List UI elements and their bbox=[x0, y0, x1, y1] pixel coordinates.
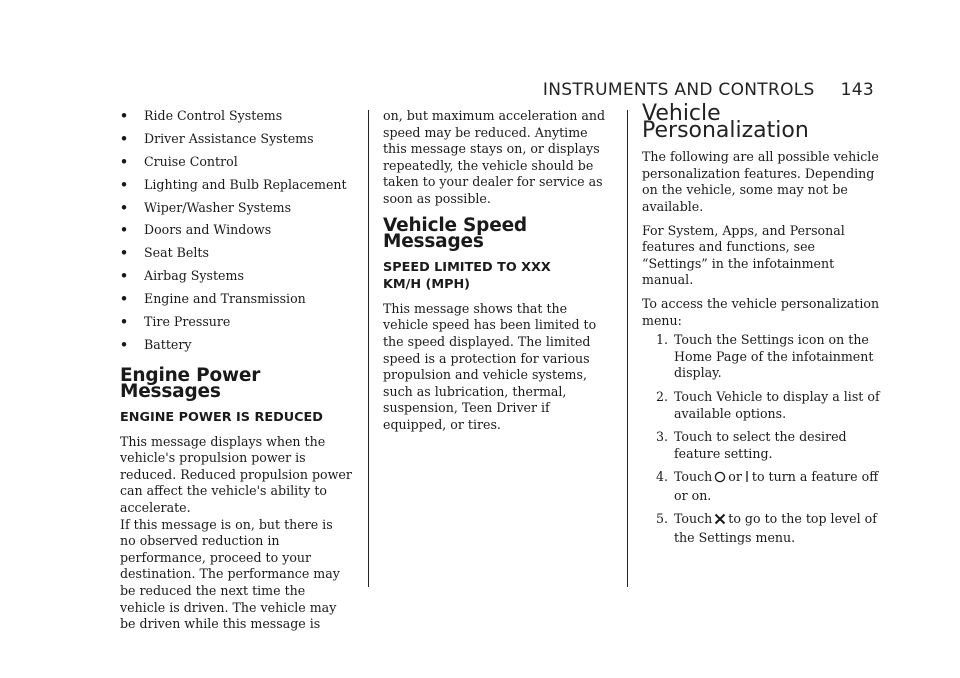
column-divider-right bbox=[627, 110, 628, 587]
step-text bbox=[674, 511, 882, 546]
circle-off-icon bbox=[714, 471, 726, 488]
column-divider-left bbox=[368, 110, 369, 587]
vehicle-speed-heading: Vehicle Speed Messages bbox=[383, 214, 527, 253]
step-text-post: to go to the top level of the Settings menu. bbox=[674, 511, 877, 546]
list-item bbox=[642, 389, 882, 422]
column-left bbox=[120, 108, 352, 640]
bullet-text: Doors and Windows bbox=[144, 222, 272, 238]
vehicle-speed-subheading bbox=[383, 259, 613, 293]
page-header bbox=[543, 80, 874, 100]
bullet-text: Wiper/Washer Systems bbox=[144, 199, 292, 215]
column-right bbox=[642, 101, 882, 554]
close-x-icon bbox=[714, 513, 726, 530]
step-number: 5. bbox=[655, 511, 668, 527]
bullet-text: Battery bbox=[144, 336, 192, 352]
bullet-marker: • bbox=[120, 222, 129, 238]
step-text: Touch to select the desired feature setting. bbox=[674, 429, 847, 461]
bullet-marker: • bbox=[120, 314, 129, 330]
step-text bbox=[674, 469, 882, 504]
section-title: INSTRUMENTS AND CONTROLS bbox=[542, 80, 815, 100]
list-item bbox=[642, 511, 882, 546]
bullet-marker: • bbox=[120, 199, 129, 215]
bullet-marker: • bbox=[120, 176, 129, 192]
list-item bbox=[120, 245, 352, 262]
bullet-marker: • bbox=[120, 291, 129, 307]
engine-power-paragraph-1: This message displays when the vehicle's propulsion power is reduced. Reduced propulsion power can affect the vehicle's ability to accelerate. bbox=[120, 433, 352, 516]
vehicle-personalization-heading: Vehicle Personalization bbox=[642, 101, 809, 143]
list-item bbox=[120, 131, 352, 148]
page-number: 143 bbox=[840, 80, 874, 100]
list-item bbox=[120, 222, 352, 239]
list-item bbox=[642, 332, 882, 382]
list-item bbox=[120, 200, 352, 217]
list-item bbox=[120, 154, 352, 171]
bullet-marker: • bbox=[120, 153, 129, 169]
list-item bbox=[120, 268, 352, 285]
bullet-text: Driver Assistance Systems bbox=[144, 130, 314, 146]
step-text-post: to turn a feature off or on. bbox=[674, 469, 879, 503]
bullet-text: Ride Control Systems bbox=[144, 108, 283, 123]
vehicle-speed-paragraph: This message shows that the vehicle speed has been limited to the speed displayed. The limited speed is a protection for various propulsion and vehicle systems, such as lubrication, thermal, suspension, Teen Driver if equipped, or tires. bbox=[383, 300, 597, 432]
bullet-marker: • bbox=[120, 130, 129, 146]
list-item bbox=[120, 177, 352, 194]
step-text: Touch Vehicle to display a list of available options. bbox=[674, 388, 880, 421]
step-text-pre: Touch bbox=[674, 511, 713, 527]
bullet-marker: • bbox=[120, 245, 129, 261]
subheading-line-1: SPEED LIMITED TO XXX bbox=[383, 259, 551, 275]
personalization-paragraph-1: The following are all possible vehicle personalization features. Depending on the vehicle, some may not be available. bbox=[642, 149, 879, 214]
bullet-marker: • bbox=[120, 336, 129, 352]
bullet-text: Airbag Systems bbox=[144, 268, 244, 284]
bullet-list bbox=[120, 108, 352, 354]
personalization-paragraph-3: To access the vehicle personalization menu: bbox=[642, 295, 880, 328]
engine-power-heading: Engine Power Messages bbox=[120, 364, 261, 403]
step-number: 2. bbox=[655, 388, 668, 404]
engine-power-continued: on, but maximum acceleration and speed may be reduced. Anytime this message stays on, or displays repeatedly, the vehicle should be taken to your dealer for service as soon as possible. bbox=[383, 108, 606, 206]
list-item bbox=[120, 337, 352, 354]
step-text-mid: or bbox=[728, 469, 742, 485]
list-item bbox=[642, 429, 882, 462]
engine-power-paragraph-2: If this message is on, but there is no observed reduction in performance, proceed to your destination. The performance may be reduced the next time the vehicle is driven. The vehicle may be driven while this message is bbox=[120, 516, 340, 632]
bullet-text: Tire Pressure bbox=[144, 314, 231, 330]
steps-list bbox=[642, 332, 882, 547]
bar-on-icon bbox=[744, 470, 750, 488]
bullet-text: Cruise Control bbox=[144, 153, 238, 169]
bullet-text: Engine and Transmission bbox=[144, 291, 306, 307]
step-text: Touch the Settings icon on the Home Page of the infotainment display. bbox=[674, 332, 874, 381]
list-item bbox=[642, 469, 882, 504]
engine-power-subheading: ENGINE POWER IS REDUCED bbox=[120, 409, 323, 425]
subheading-line-2: KM/H (MPH) bbox=[383, 276, 471, 292]
bullet-text: Seat Belts bbox=[144, 245, 209, 261]
list-item bbox=[120, 314, 352, 331]
step-number: 3. bbox=[655, 429, 668, 445]
column-middle bbox=[383, 108, 613, 441]
bullet-marker: • bbox=[120, 108, 129, 123]
step-number: 4. bbox=[655, 469, 668, 485]
list-item bbox=[120, 291, 352, 308]
step-text-pre: Touch bbox=[674, 469, 713, 485]
step-number: 1. bbox=[655, 332, 668, 348]
bullet-marker: • bbox=[120, 268, 129, 284]
list-item bbox=[120, 108, 352, 125]
bullet-text: Lighting and Bulb Replacement bbox=[144, 176, 347, 192]
personalization-paragraph-2: For System, Apps, and Personal features and functions, see “Settings” in the infotainment manual. bbox=[642, 222, 845, 288]
